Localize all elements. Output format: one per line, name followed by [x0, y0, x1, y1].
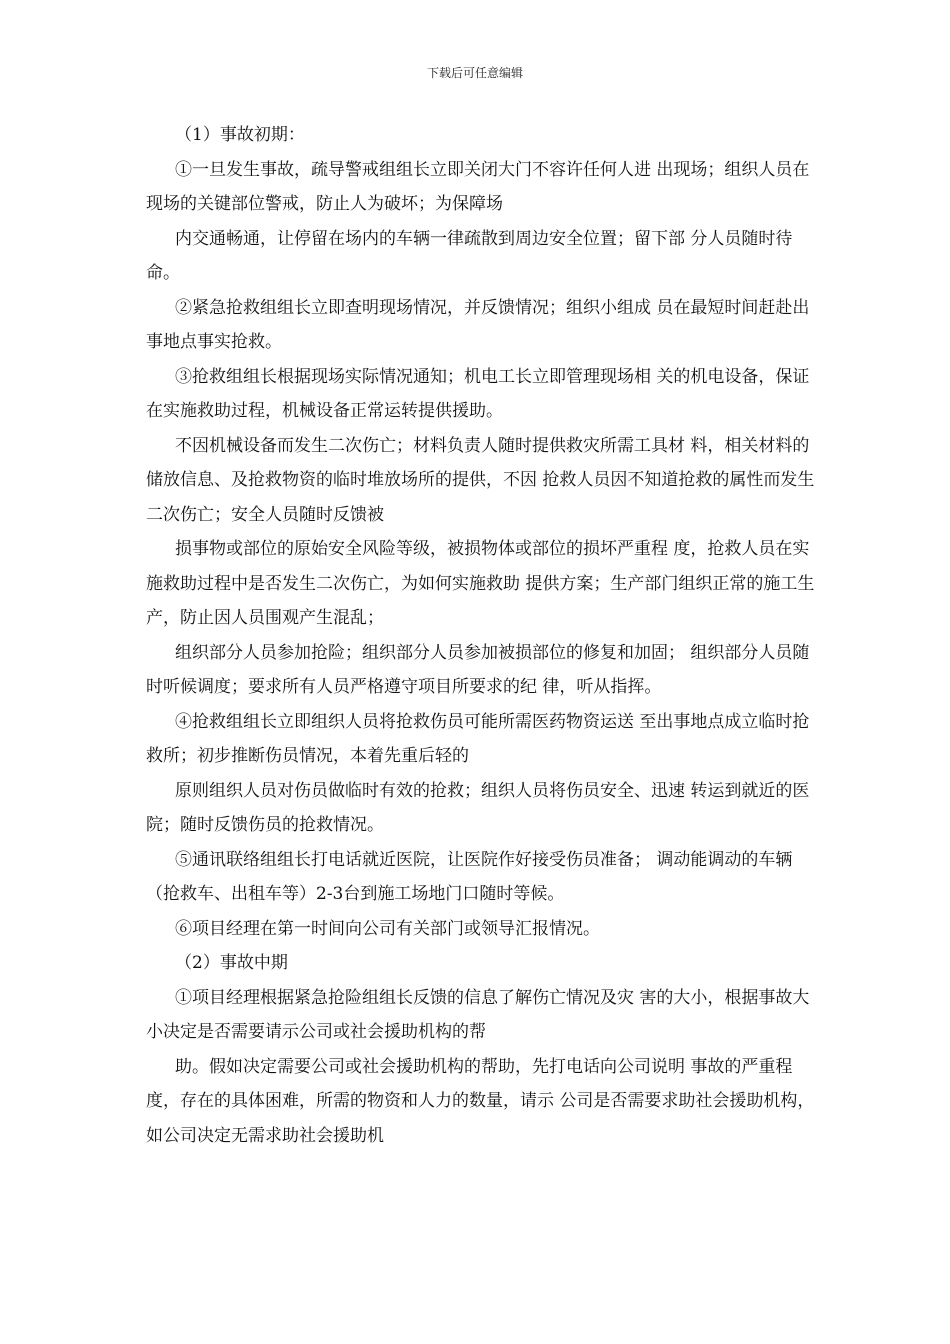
paragraph: ①项目经理根据紧急抢险组组长反馈的信息了解伤亡情况及灾 害的大小，根据事故大小决定是否需要请示公司或社会援助机构的帮 — [146, 987, 810, 1042]
paragraph: 不因机械设备而发生二次伤亡；材料负责人随时提供救灾所需工具材 料，相关材料的储放信息、及抢救物资的临时堆放场所的提供，不因 抢救人员因不知道抢救的属性而发生二次伤亡；安全人员随时反馈被 — [146, 435, 815, 525]
paragraph: 内交通畅通，让停留在场内的车辆一律疏散到周边安全位置；留下部 分人员随时待命。 — [146, 228, 793, 283]
paragraph: 原则组织人员对伤员做临时有效的抢救；组织人员将伤员安全、迅速 转运到就近的医院；随时反馈伤员的抢救情况。 — [146, 780, 810, 835]
paragraph: ③抢救组组长根据现场实际情况通知；机电工长立即管理现场相 关的机电设备，保证在实施救助过程，机械设备正常运转提供援助。 — [146, 366, 810, 421]
page-header: 下载后可任意编辑 — [426, 66, 523, 80]
paragraph: ①一旦发生事故，疏导警戒组组长立即关闭大门不容许任何人进 出现场；组织人员在现场的关键部位警戒，防止人为破坏；为保障场 — [146, 159, 810, 214]
paragraph: 组织部分人员参加抢险；组织部分人员参加被损部位的修复和加固； 组织部分人员随时听候调度；要求所有人员严格遵守项目所要求的纪 律，听从指挥。 — [146, 642, 810, 697]
document-body — [146, 118, 816, 1153]
paragraph: ②紧急抢救组组长立即查明现场情况，并反馈情况；组织小组成 员在最短时间赶赴出事地点事实抢救。 — [146, 297, 810, 352]
section-heading-middle: （2）事故中期 — [175, 953, 288, 973]
section-heading-initial: （1）事故初期： — [175, 125, 305, 145]
paragraph: ⑤通讯联络组组长打电话就近医院，让医院作好接受伤员准备； 调动能调动的车辆（抢救车、出租车等）2-3台到施工场地门口随时等候。 — [146, 849, 793, 904]
paragraph: ④抢救组组长立即组织人员将抢救伤员可能所需医药物资运送 至出事地点成立临时抢救所；初步推断伤员情况，本着先重后轻的 — [146, 711, 810, 766]
paragraph: 助。假如决定需要公司或社会援助机构的帮助，先打电话向公司说明 事故的严重程度，存在的具体困难，所需的物资和人力的数量，请示 公司是否需要求助社会援助机构，如公司决定无需求助社会援助机 — [146, 1056, 815, 1146]
paragraph: ⑥项目经理在第一时间向公司有关部门或领导汇报情况。 — [175, 918, 600, 939]
paragraph: 损事物或部位的原始安全风险等级，被损物体或部位的损坏严重程 度，抢救人员在实施救助过程中是否发生二次伤亡，为如何实施救助 提供方案；生产部门组织正常的施工生产，防止因人员围观产生混乱； — [146, 539, 815, 628]
